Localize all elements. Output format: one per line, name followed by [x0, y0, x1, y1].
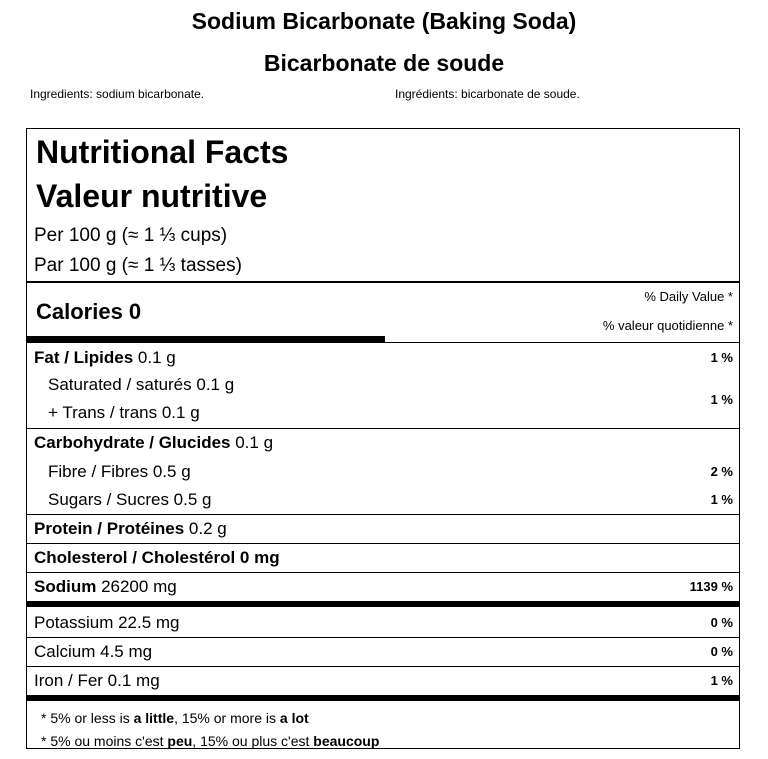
nutrient-row-fat — [27, 344, 739, 372]
iron-label: Iron / Fer 0.1 mg — [34, 671, 160, 690]
ingredients-fr: Ingrédients: bicarbonate de soude. — [395, 87, 580, 101]
protein-label: Protein / Protéines 0.2 g — [34, 519, 227, 538]
sugars-label: Sugars / Sucres 0.5 g — [48, 490, 212, 509]
sugars-percent: 1 % — [710, 492, 733, 507]
nutrient-row-cholesterol — [27, 544, 739, 572]
divider — [27, 342, 739, 343]
facts-heading-fr: Valeur nutritive — [36, 178, 268, 214]
carbohydrate-label: Carbohydrate / Glucides 0.1 g — [34, 433, 274, 452]
daily-value-header-en: % Daily Value * — [644, 289, 733, 304]
sodium-label: Sodium 26200 mg — [34, 577, 177, 596]
fat-label: Fat / Lipides 0.1 g — [34, 348, 176, 367]
nutrient-row-potassium — [27, 609, 739, 637]
nutrient-row-saturated-trans — [27, 372, 739, 428]
nutrient-row-sugars — [27, 486, 739, 514]
thick-divider — [27, 601, 739, 607]
nutrient-row-protein — [27, 515, 739, 543]
cholesterol-label: Cholesterol / Cholestérol 0 mg — [34, 548, 280, 567]
nutrient-row-sodium — [27, 573, 739, 601]
footnote-en: * 5% or less is a little, 15% or more is a lot — [41, 710, 309, 726]
serving-size-en: Per 100 g (≈ 1 ⅓ cups) — [34, 225, 228, 246]
product-title-fr: Bicarbonate de soude — [263, 50, 505, 76]
calories: Calories 0 — [36, 299, 142, 324]
facts-heading-en: Nutritional Facts — [36, 134, 289, 170]
potassium-label: Potassium 22.5 mg — [34, 613, 180, 632]
calcium-percent: 0 % — [710, 644, 733, 659]
nutrient-row-carbohydrate — [27, 429, 739, 457]
iron-percent: 1 % — [710, 673, 733, 688]
calcium-label: Calcium 4.5 mg — [34, 642, 153, 661]
ingredients-en: Ingredients: sodium bicarbonate. — [30, 87, 205, 101]
nutrient-row-iron — [27, 667, 739, 695]
fibre-label: Fibre / Fibres 0.5 g — [48, 462, 191, 481]
thick-divider — [27, 695, 739, 701]
product-title-en: Sodium Bicarbonate (Baking Soda) — [191, 8, 577, 34]
nutrient-row-fibre — [27, 458, 739, 486]
nutrition-facts-panel — [26, 128, 740, 749]
nutrient-row-calcium — [27, 638, 739, 666]
trans-label: + Trans / trans 0.1 g — [48, 403, 200, 422]
sodium-percent: 1139 % — [689, 579, 733, 594]
fat-percent: 1 % — [710, 350, 733, 365]
daily-value-header-fr: % valeur quotidienne * — [602, 318, 733, 333]
sat-trans-percent: 1 % — [710, 392, 733, 407]
footnote-fr: * 5% ou moins c'est peu, 15% ou plus c'est beaucoup — [41, 733, 380, 749]
serving-size-fr: Par 100 g (≈ 1 ⅓ tasses) — [34, 255, 242, 276]
potassium-percent: 0 % — [710, 615, 733, 630]
saturated-label: Saturated / saturés 0.1 g — [48, 375, 235, 394]
divider — [27, 281, 739, 283]
fibre-percent: 2 % — [710, 464, 733, 479]
